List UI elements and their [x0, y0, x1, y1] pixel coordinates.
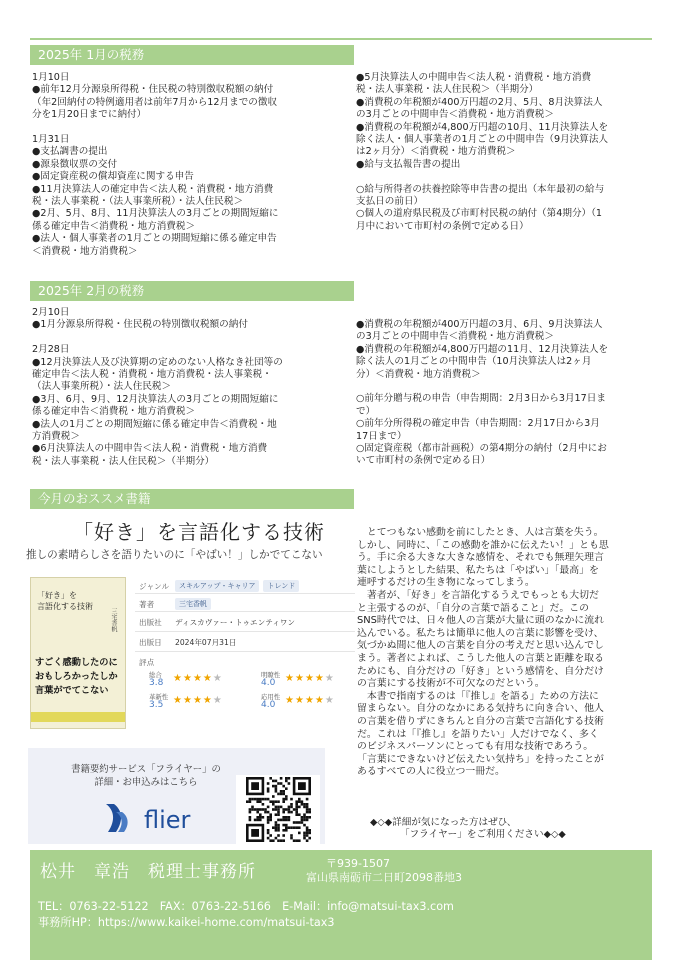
star-icon: ★ — [285, 673, 295, 684]
rating-value: 3.8 — [149, 678, 164, 688]
section-header-books: 今月のおススメ書籍 — [30, 489, 354, 509]
star-icon: ★ — [285, 695, 295, 706]
rating-3 — [139, 692, 247, 714]
january-left-column: 1月10日 ●前年12月分源泉所得税・住民税の特別徴収税額の納付 （年2回納付の特例適用者は前年7月から12月までの徴収 分を1月20日までに納付） 1月31日 ●支払調書の提出 ●源泉徴収票の交付 ●固定資産税の償却資産に関する申告 ●11月決算法人の確定申告＜法人税・消費税・地方消費 税・法人事業税・（法人事業所税）・法人住民税＞ ●2月、5月、8月、11月決算法人の3月ごとの期間短縮に 係る確定申告＜消費税・地方消費税＞ ●法人・個人事業者の1月ごとの期間短縮に係る確定申告 ＜消費税・地方消費税＞ — [32, 72, 279, 257]
publisher-label: 出版社 — [139, 618, 162, 627]
cover-big-line3: 言葉がでてこない — [35, 685, 109, 696]
section-header-february: 2025年 2月の税務 — [30, 281, 354, 301]
star-icon: ★ — [294, 673, 305, 684]
homepage-link[interactable]: 事務所HP：https://www.kaikei-home.com/matsui-tax3 — [38, 916, 335, 929]
rating-stars — [285, 695, 335, 706]
star-icon: ★ — [202, 673, 213, 684]
flier-note — [370, 817, 660, 842]
book-subtitle: 推しの素晴らしさを語りたいのに「やばい！」しかでてこない — [26, 549, 323, 561]
qr-code[interactable] — [236, 775, 320, 845]
star-icon: ★ — [173, 695, 183, 706]
star-icon: ★ — [294, 695, 305, 706]
footer — [30, 850, 652, 960]
genre-label: ジャンル — [139, 582, 170, 591]
book-title: 「好き」を言語化する技術 — [73, 520, 325, 544]
cover-band — [31, 712, 125, 722]
cover-author: 三宅香帆 — [110, 608, 117, 632]
star-icon: ★ — [314, 695, 325, 706]
rating-stars — [285, 673, 335, 684]
star-icon: ★ — [182, 673, 193, 684]
february-right-column: ●消費税の年税額が400万円超の3月、6月、9月決算法人 の3月ごとの中間申告＜消費税・地方消費税＞ ●消費税の年税額が4,800万円超の11月、12月決算法人を 除く法人の1月ごとの中間申告（10月決算法人は2ヶ月 分）＜消費税・地方消費税＞ ○前年分贈与税の申告（申告期間：2月3日から3月17日ま で） ○前年分所得税の確定申告（申告期間：2月17日から3月 17日まで） ○固定資産税（都市計画税）の第4期分の納付（2月中にお いて市町村の条例で定める日） — [356, 319, 609, 467]
genre-tag: スキルアップ・キャリア — [175, 580, 259, 592]
rating-label: 応用性 — [261, 693, 281, 701]
rating-label: 明瞭性 — [261, 671, 281, 679]
flier-logo-icon — [100, 800, 140, 836]
cover-title-line2: 言語化する技術 — [37, 602, 93, 611]
rating-value: 4.0 — [261, 700, 276, 710]
january-right-column: ●5月決算法人の中間申告＜法人税・消費税・地方消費 税・法人事業税・法人住民税＞（半期分） ●消費税の年税額が400万円超の2月、5月、8月決算法人 の3月ごとの中間申告＜消費税・地方消費税＞ ●消費税の年税額が4,800万円超の10月、11月決算法人を 除く法人・個人事業者の1月ごとの中間申告（9月決算法人 は2ヶ月分）＜消費税・地方消費税＞ ●給与支払報告書の提出 ○給与所得者の扶養控除等申告書の提出（本年最初の給与 支払日の前日） ○個人の道府県民税及び市町村民税の納付（第4期分）（1 月中において市町村の条例で定める日） — [356, 72, 609, 232]
cover-title-line1: 「好き」を — [37, 591, 77, 600]
genre-tag: トレンド — [263, 580, 299, 592]
rating-stars — [173, 695, 223, 706]
star-icon: ★ — [304, 695, 315, 706]
rating-1 — [139, 670, 247, 692]
flier-text-line2: 詳細・お申込みはこちら — [94, 777, 198, 788]
date-value: 2024年07月31日 — [175, 638, 237, 647]
book-review: とてつもない感動を前にしたとき、人は言葉を失う。 しかし、同時に、「この感動を誰かに伝えたい！」とも思 う。手に余る大きな大きな感情を、それでも無理矢理言 葉にしようとした結果、私たちは「やばい」「最高」を 連呼するだけの生き物になってしまう。 著者が、「好き」を言語化するうえでもっとも大切だ と主張するのが、「自分の言葉で語ること」だ。この SNS時代では、日々他人の言葉が大量に頭のなかに流れ 込んでいる。私たちは簡単に他人の言葉に影響を受け、 気づかぬ間に他人の言葉を自分の考えだと思い込んでし まう。著者によれば、こうした他人の言葉と距離を取る ためにも、自分だけの「好き」という感情を、自分だけ の言葉にする技術が不可欠なのだという。 本書で指南するのは「『推し』を語る」ための方法に 留まらない。自分のなかにある気持ちに向き合い、他人 の言葉を借りずにきちんと自分の言葉で言語化する技術 だ。これは「『推し』を語りたい」人だけでなく、多く のビジネスパーソンにとっても有用な技術であろう。 「言葉にできないけど伝えたい気持ち」を持ったことが あるすべての人に役立つ一冊だ。 — [357, 527, 609, 778]
rating-stars — [173, 673, 223, 684]
star-icon: ★ — [304, 673, 315, 684]
star-icon: ★ — [212, 673, 223, 684]
star-icon: ★ — [314, 673, 325, 684]
cover-big-line1: すごく感動したのに — [35, 657, 118, 668]
star-icon: ★ — [202, 695, 213, 706]
section-header-january: 2025年 1月の税務 — [30, 45, 354, 65]
rating-label: 評点 — [139, 658, 155, 667]
book-cover — [30, 577, 126, 729]
flier-text — [56, 763, 236, 789]
author-tag: 三宅香帆 — [175, 598, 211, 610]
flier-text-line1: 書籍要約サービス「フライヤー」の — [71, 764, 221, 775]
star-icon: ★ — [324, 695, 335, 706]
star-icon: ★ — [212, 695, 223, 706]
author-label: 著者 — [139, 600, 155, 609]
star-icon: ★ — [173, 673, 183, 684]
note-line1: ◆◇◆詳細が気になった方はぜひ、 — [370, 817, 517, 828]
date-label: 出版日 — [139, 638, 162, 647]
flier-logo-text: flier — [144, 806, 191, 834]
note-line2: 「フライヤー」をご利用ください◆◇◆ — [400, 829, 566, 841]
rating-label: 総合 — [149, 671, 162, 679]
top-rule — [30, 38, 652, 40]
cover-big-line2: おもしろかったしか — [35, 671, 118, 682]
publisher-value: ディスカヴァー・トゥエンティワン — [175, 618, 296, 627]
rating-value: 4.0 — [261, 678, 276, 688]
rating-label: 革新性 — [149, 693, 169, 701]
contact-line: TEL：0763-22-5122 FAX：0763-22-5166 E-Mail：info@matsui-tax3.com — [38, 900, 454, 913]
address: 富山県南砺市二日町2098番地3 — [306, 871, 462, 884]
star-icon: ★ — [192, 695, 203, 706]
ratings-grid — [135, 670, 355, 730]
zip-code: 〒939-1507 — [326, 857, 390, 870]
rating-2 — [251, 670, 359, 692]
star-icon: ★ — [182, 695, 193, 706]
rating-4 — [251, 692, 359, 714]
february-left-column: 2月10日 ●1月分源泉所得税・住民税の特別徴収税額の納付 2月28日 ●12月決算法人及び決算期の定めのない人格なき社団等の 確定申告＜法人税・消費税・地方消費税・法人事業税・ （法人事業所税）・法人住民税＞ ●3月、6月、9月、12月決算法人の3月ごとの期間短縮に 係る確定申告＜消費税・地方消費税＞ ●法人の1月ごとの期間短縮に係る確定申告＜消費税・地 方消費税＞ ●6月決算法人の中間申告＜法人税・消費税・地方消費 税・法人事業税・法人住民税＞（半期分） — [32, 307, 283, 467]
office-name: 松井 章浩 税理士事務所 — [40, 862, 256, 882]
book-info-panel — [135, 577, 355, 732]
rating-value: 3.5 — [149, 700, 164, 710]
star-icon: ★ — [192, 673, 203, 684]
star-icon: ★ — [324, 673, 335, 684]
